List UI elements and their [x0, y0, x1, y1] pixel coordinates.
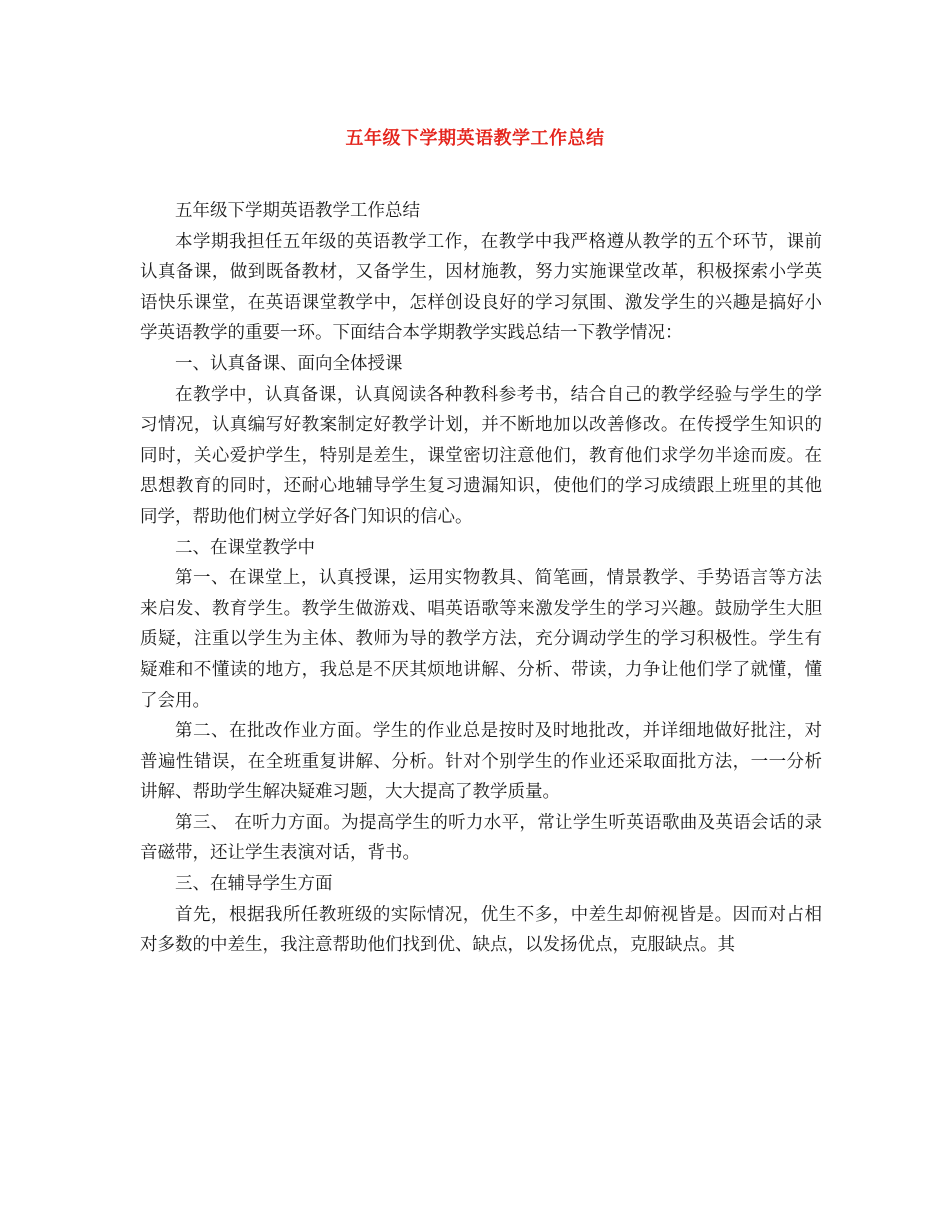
section-heading-2: 二、在课堂教学中 [175, 537, 315, 558]
paragraph-section-3: 首先，根据我所任教班级的实际情况，优生不多，中差生却俯视皆是。因而对占相对多数的中差生，我注意帮助他们找到优、缺点，以发扬优点，克服缺点。其 [140, 904, 822, 956]
section-heading-3: 三、在辅导学生方面 [175, 874, 333, 895]
paragraph-first-point: 第一、在课堂上，认真授课，运用实物教具、简笔画，情景教学、手势语言等方法来启发、教育学生。教学生做游戏、唱英语歌等来激发学生的学习兴趣。鼓励学生大胆质疑，注重以学生为主体、教师为导的教学方法，充分调动学生的学习积极性。学生有疑难和不懂读的地方，我总是不厌其烦地讲解、分析、带读，力争让他们学了就懂，懂了会用。 [140, 568, 822, 711]
paragraph-second-point: 第二、在批改作业方面。学生的作业总是按时及时地批改，并详细地做好批注，对普遍性错误，在全班重复讲解、分析。针对个别学生的作业还采取面批方法，一一分析讲解、帮助学生解决疑难习题，大大提高了教学质量。 [140, 721, 822, 803]
paragraph-section-1: 在教学中，认真备课，认真阅读各种教科参考书，结合自己的教学经验与学生的学习情况，认真编写好教案制定好教学计划，并不断地加以改善修改。在传授学生知识的同时，关心爱护学生，特别是差生，课堂密切注意他们，教育他们求学勿半途而废。在思想教育的同时，还耐心地辅导学生复习遗漏知识，使他们的学习成绩跟上班里的其他同学，帮助他们树立学好各门知识的信心。 [140, 384, 822, 527]
document-title: 五年级下学期英语教学工作总结 [345, 128, 605, 149]
paragraph-intro: 本学期我担任五年级的英语教学工作，在教学中我严格遵从教学的五个环节，课前认真备课，做到既备教材，又备学生，因材施教，努力实施课堂改革，积极探索小学英语快乐课堂，在英语课堂教学中，怎样创设良好的学习氛围、激发学生的兴趣是搞好小学英语教学的重要一环。下面结合本学期教学实践总结一下教学情况： [140, 231, 822, 344]
section-heading-1: 一、认真备课、面向全体授课 [175, 353, 403, 374]
paragraph-subtitle: 五年级下学期英语教学工作总结 [175, 201, 420, 221]
document-body [140, 196, 822, 961]
paragraph-third-point: 第三、 在听力方面。为提高学生的听力水平，常让学生听英语歌曲及英语会话的录音磁带，还让学生表演对话，背书。 [140, 812, 822, 864]
